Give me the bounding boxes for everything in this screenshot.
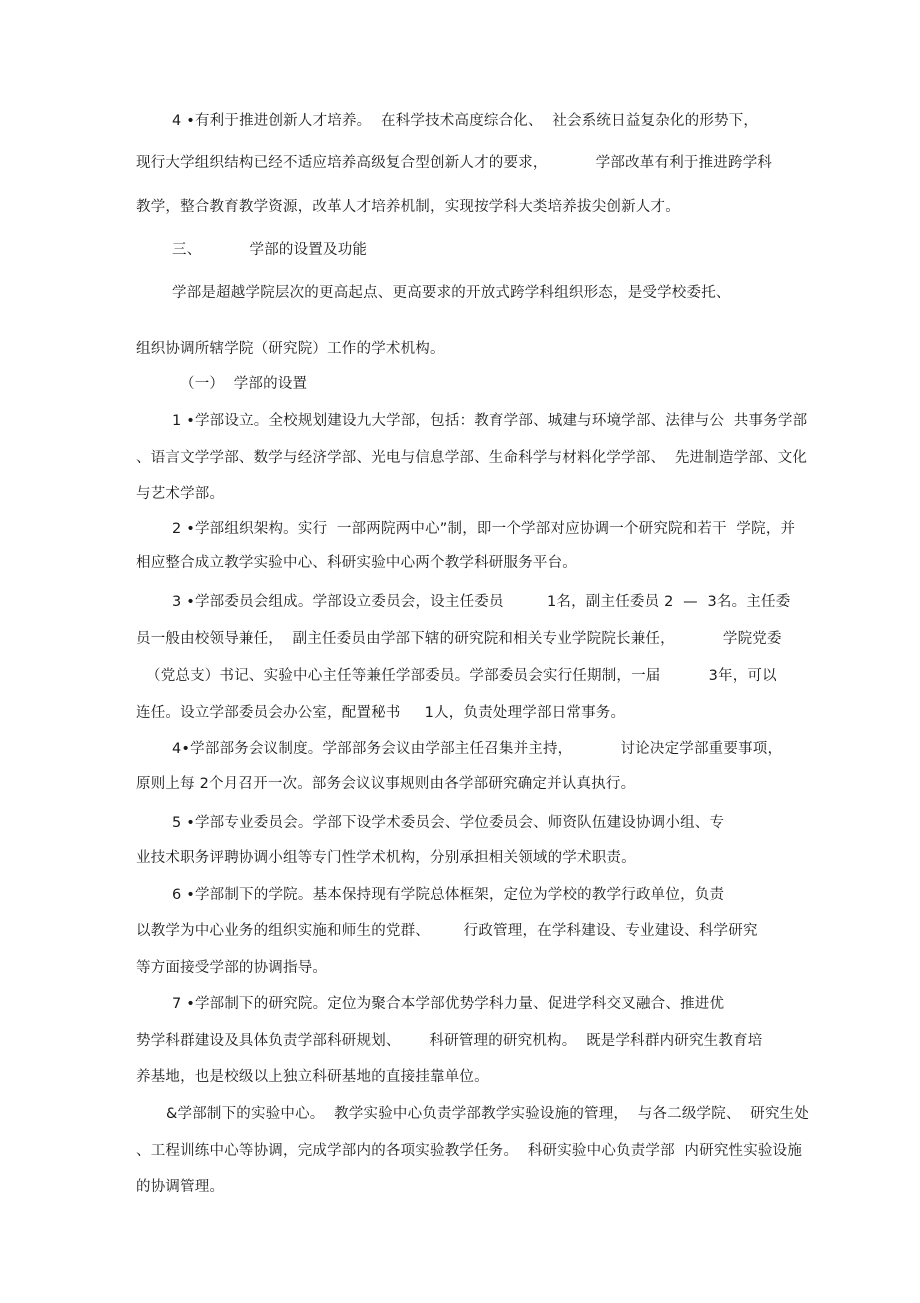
- paragraph-line: 相应整合成立教学实验中心、科研实验中心两个教学科研服务平台。: [136, 555, 577, 571]
- paragraph-line: 业技术职务评聘协调小组等专门性学术机构，分别承担相关领域的学术职责。: [136, 850, 636, 866]
- paragraph-line: 等方面接受学部的协调指导。: [136, 960, 328, 976]
- paragraph-line: 7 •学部制下的研究院。定位为聚合本学部优势学科力量、促进学科交叉融合、推进优: [172, 996, 725, 1012]
- paragraph-line: 2 •学部组织架构。实行 一部两院两中心”制，即一个学部对应协调一个研究院和若干 学院，并: [172, 521, 796, 537]
- paragraph-line: 3 •学部委员会组成。学部设立委员会，设主任委员 1名，副主任委员 2 — 3名。主任委: [172, 594, 791, 610]
- paragraph-line: 组织协调所辖学院（研究院）工作的学术机构。: [136, 341, 445, 357]
- paragraph-line: 、工程训练中心等协调，完成学部内的各项实验教学任务。 科研实验中心负责学部 内研究性实验设施: [136, 1143, 803, 1159]
- paragraph-line: 连任。设立学部委员会办公室，配置秘书 1人，负责处理学部日常事务。: [136, 705, 626, 721]
- paragraph-line: 教学，整合教育教学资源，改革人才培养机制，实现按学科大类培养拔尖创新人才。: [136, 199, 680, 215]
- paragraph-line: 5 •学部专业委员会。学部下设学术委员会、学位委员会、师资队伍建设协调小组、专: [172, 815, 725, 831]
- paragraph-line: 4 •有利于推进创新人才培养。 在科学技术高度综合化、 社会系统日益复杂化的形势下，: [172, 113, 759, 129]
- paragraph-line: 以教学为中心业务的组织实施和师生的党群、 行政管理，在学科建设、专业建设、科学研究: [136, 923, 758, 939]
- paragraph-line: 员一般由校领导兼任， 副主任委员由学部下辖的研究院和相关专业学院院长兼任， 学院党委: [136, 631, 782, 647]
- section-heading: 三、 学部的设置及功能: [172, 242, 368, 258]
- paragraph-line: 现行大学组织结构已经不适应培养高级复合型创新人才的要求， 学部改革有利于推进跨学科: [136, 155, 773, 171]
- paragraph-line: 势学科群建设及具体负责学部科研规划、 科研管理的研究机构。 既是学科群内研究生教育培: [136, 1033, 763, 1049]
- paragraph-line: 4•学部部务会议制度。学部部务会议由学部主任召集并主持， 讨论决定学部重要事项，: [172, 741, 783, 757]
- paragraph-line: 学部是超越学院层次的更高起点、更高要求的开放式跨学科组织形态，是受学校委托、: [172, 285, 731, 301]
- subsection-heading: （一） 学部的设置: [180, 376, 308, 392]
- paragraph-line: 养基地，也是校级以上独立科研基地的直接挂靠单位。: [136, 1069, 489, 1085]
- paragraph-line: &学部制下的实验中心。 教学实验中心负责学部教学实验设施的管理， 与各二级学院、 研究生处: [166, 1106, 810, 1122]
- paragraph-line: 与艺术学部。: [136, 486, 225, 502]
- paragraph-line: 原则上每 2个月召开一次。部务会议议事规则由各学部研究确定并认真执行。: [136, 776, 636, 792]
- paragraph-line: 、语言文学学部、数学与经济学部、光电与信息学部、生命科学与材料化学学部、 先进制造学部、文化: [136, 450, 808, 466]
- paragraph-line: 6 •学部制下的学院。基本保持现有学院总体框架，定位为学校的教学行政单位，负责: [172, 887, 725, 903]
- paragraph-line: （党总支）书记、实验中心主任等兼任学部委员。学部委员会实行任期制，一届 3年，可以: [146, 668, 777, 684]
- paragraph-line: 的协调管理。: [136, 1179, 225, 1195]
- paragraph-line: 1 •学部设立。全校规划建设九大学部，包括：教育学部、城建与环境学部、法律与公 共事务学部: [172, 413, 808, 429]
